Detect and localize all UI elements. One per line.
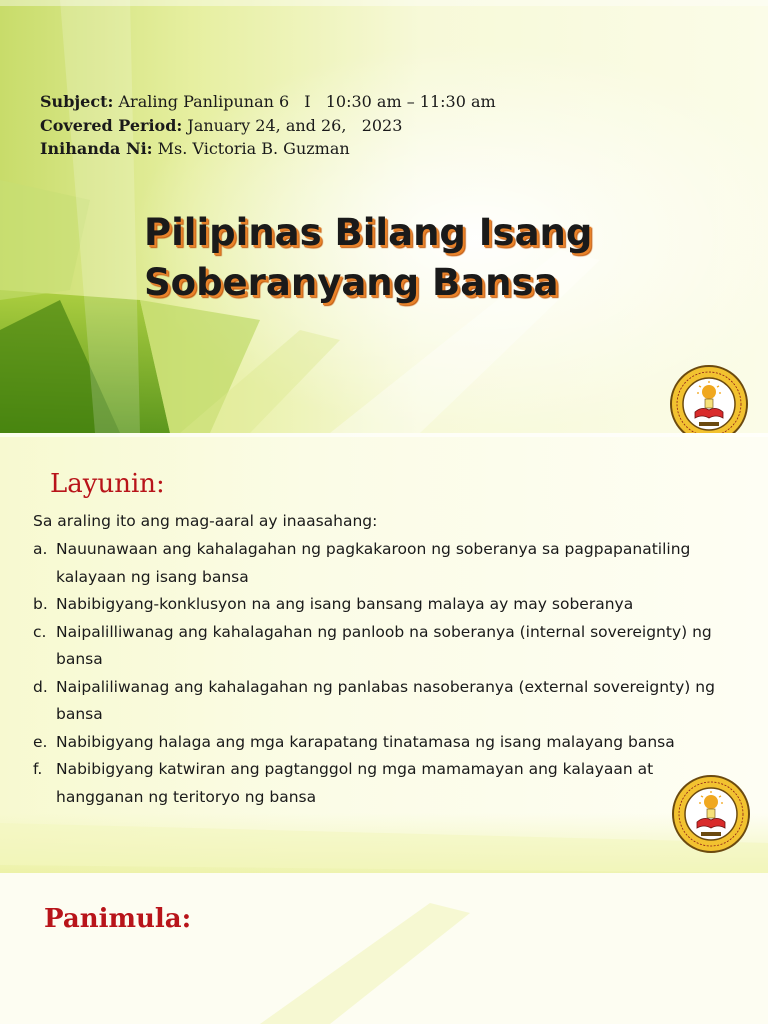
item-letter: f. bbox=[33, 760, 43, 778]
item-letter: a. bbox=[33, 540, 48, 558]
item-letter: e. bbox=[33, 732, 48, 751]
objectives-intro: Sa araling ito ang mag-aaral ay inaasahang: bbox=[33, 512, 378, 530]
list-item bbox=[33, 591, 753, 619]
objectives-slide bbox=[0, 433, 768, 1024]
title-line-1: Pilipinas Bilang Isang bbox=[144, 211, 593, 254]
objectives-heading: Layunin: bbox=[50, 469, 165, 499]
prepared-label: Inihanda Ni: bbox=[40, 139, 153, 158]
lesson-meta bbox=[40, 90, 496, 161]
objectives-list bbox=[33, 536, 753, 811]
title-slide bbox=[0, 0, 768, 433]
list-item bbox=[33, 674, 753, 729]
subject-label: Subject: bbox=[40, 92, 114, 111]
title-line-2: Soberanyang Bansa bbox=[144, 261, 559, 304]
list-item bbox=[33, 729, 753, 757]
item-text: Naipaliliwanag ang kahalagahan ng panlabas nasoberanya (external sovereignty) ng bansa bbox=[56, 677, 715, 723]
prepared-value: Ms. Victoria B. Guzman bbox=[157, 139, 350, 158]
prepared-line bbox=[40, 137, 496, 161]
item-text: Nabibigyang katwiran ang pagtanggol ng mga mamamayan ang kalayaan at hangganan ng teritoryo ng bansa bbox=[56, 760, 654, 806]
subject-line bbox=[40, 90, 496, 114]
item-letter: d. bbox=[33, 677, 48, 696]
separator: I bbox=[304, 92, 311, 111]
item-text: Nabibigyang-konklusyon na ang isang bansang malaya ay may soberanya bbox=[56, 595, 634, 613]
list-item bbox=[33, 536, 753, 591]
list-item bbox=[33, 756, 656, 811]
item-letter: b. bbox=[33, 595, 48, 613]
list-item bbox=[33, 619, 753, 674]
period-value: January 24, and 26, 2023 bbox=[187, 115, 403, 135]
subject-value: Araling Panlipunan 6 bbox=[118, 92, 290, 111]
item-text: Nauunawaan ang kahalagahan ng pagkakaroon ng soberanya sa pagpapanatiling kalayaan ng isang bansa bbox=[56, 540, 691, 586]
item-text: Naipalilliwanag ang kahalagahan ng panloob na soberanya (internal sovereignty) ng bansa bbox=[56, 622, 712, 668]
time-range: 10:30 am – 11:30 am bbox=[325, 92, 496, 111]
introduction-heading: Panimula: bbox=[44, 904, 192, 934]
period-label: Covered Period: bbox=[40, 115, 183, 135]
lesson-title bbox=[144, 208, 592, 308]
school-seal-icon bbox=[671, 774, 751, 854]
school-seal-icon bbox=[669, 364, 749, 444]
item-text: Nabibigyang halaga ang mga karapatang tinatamasa ng isang malayang bansa bbox=[56, 732, 675, 751]
item-letter: c. bbox=[33, 622, 47, 641]
period-line bbox=[40, 114, 496, 138]
